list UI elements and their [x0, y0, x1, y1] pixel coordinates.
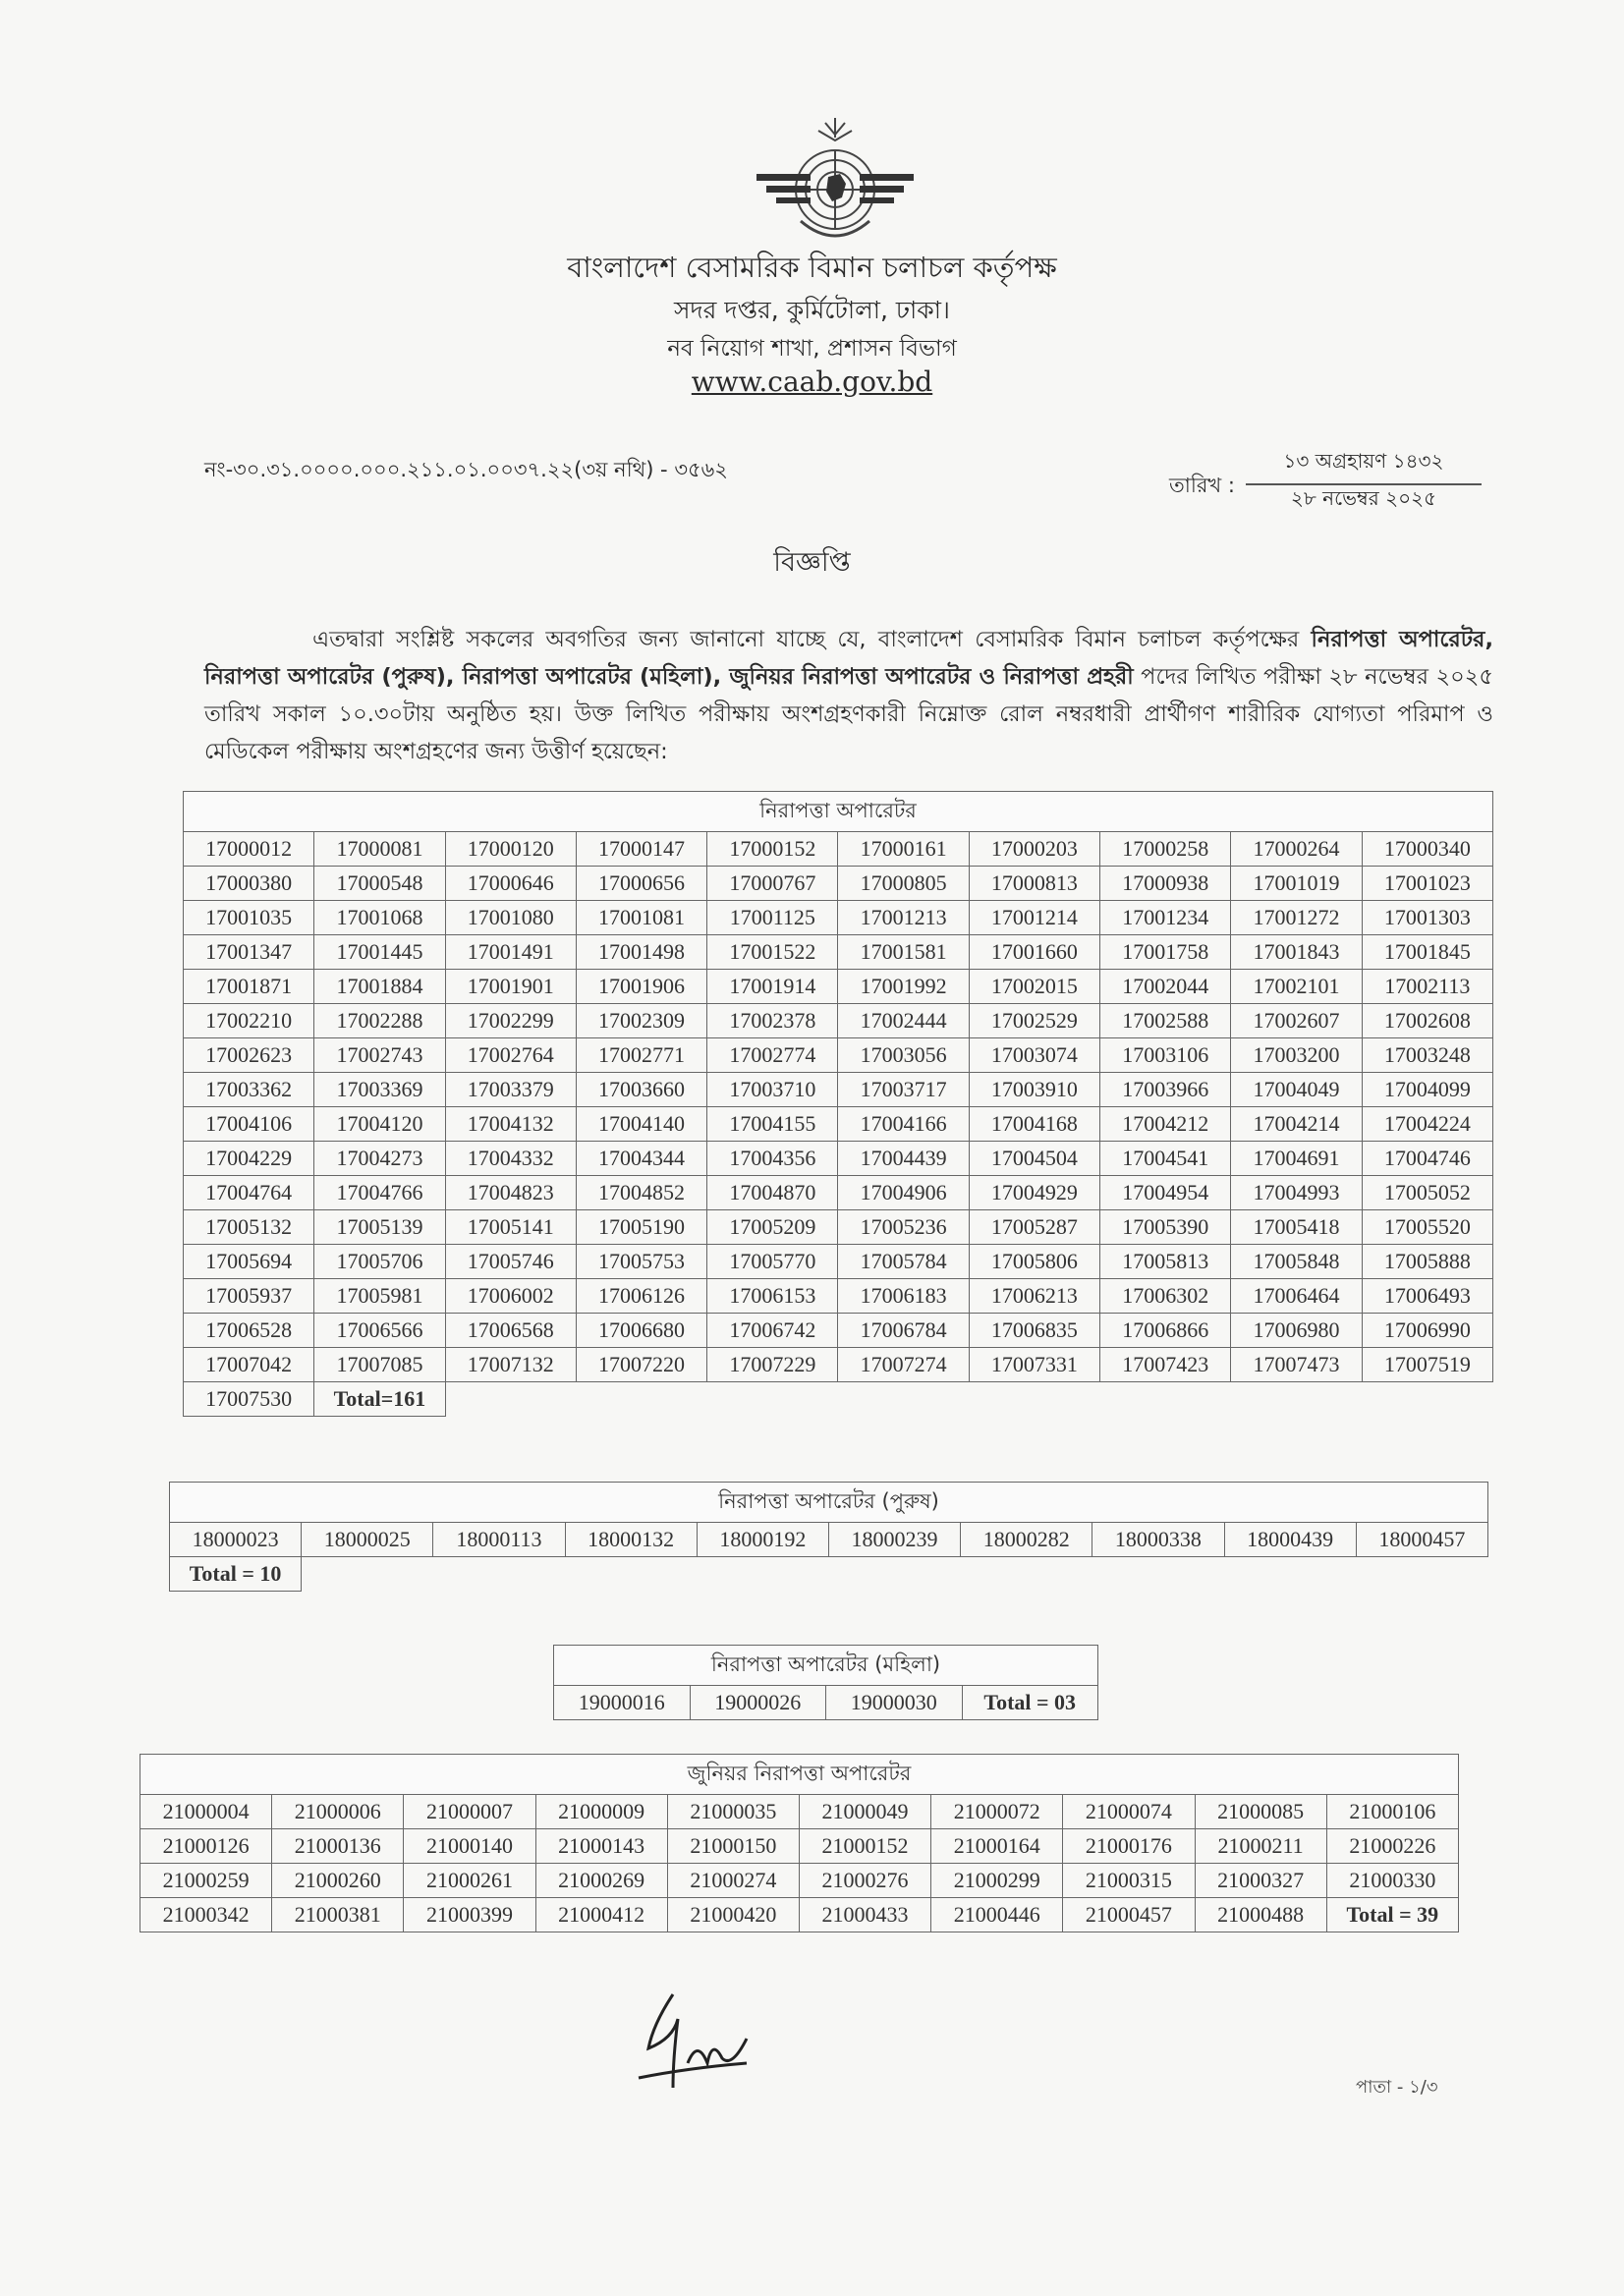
table-row	[140, 1864, 1459, 1898]
roll-number: 17006566	[314, 1314, 445, 1348]
roll-number: 17000813	[969, 867, 1099, 901]
empty-cell	[1100, 1382, 1231, 1417]
total-count: Total = 10	[170, 1557, 302, 1592]
roll-number: 17006680	[576, 1314, 706, 1348]
table-row	[554, 1686, 1098, 1720]
table-title: নিরাপত্তা অপারেটর (মহিলা)	[554, 1646, 1098, 1686]
roll-number: 17005390	[1100, 1210, 1231, 1245]
empty-cell	[828, 1557, 960, 1592]
roll-number: 17006568	[445, 1314, 576, 1348]
date-bangla: ১৩ অগ্রহায়ণ ১৪৩২	[1246, 447, 1482, 485]
roll-number: 17003717	[838, 1073, 969, 1107]
roll-number: 17000646	[445, 867, 576, 901]
empty-cell	[1356, 1557, 1487, 1592]
table-row	[184, 970, 1493, 1004]
roll-number: 17002299	[445, 1004, 576, 1038]
roll-number: 17004356	[707, 1142, 838, 1176]
roll-number: 17002771	[576, 1038, 706, 1073]
roll-number: 21000274	[667, 1864, 799, 1898]
roll-number: 17001445	[314, 935, 445, 970]
empty-cell	[302, 1557, 433, 1592]
roll-number: 17005190	[576, 1210, 706, 1245]
roll-number: 17000161	[838, 832, 969, 867]
empty-cell	[445, 1382, 576, 1417]
table-junior-security-operator	[140, 1754, 1459, 1932]
roll-number: 17000264	[1231, 832, 1362, 867]
roll-number: 17004504	[969, 1142, 1099, 1176]
empty-cell	[697, 1557, 828, 1592]
roll-number: 21000164	[931, 1829, 1063, 1864]
roll-number: 17001901	[445, 970, 576, 1004]
roll-number: 21000140	[404, 1829, 535, 1864]
organization-address: সদর দপ্তর, কুর্মিটোলা, ঢাকা।	[674, 296, 950, 324]
roll-number: 17001758	[1100, 935, 1231, 970]
table-row	[184, 1210, 1493, 1245]
roll-number: 17003910	[969, 1073, 1099, 1107]
roll-number: 17006990	[1362, 1314, 1492, 1348]
roll-number: 17005139	[314, 1210, 445, 1245]
roll-number: 17000380	[184, 867, 314, 901]
table-row	[184, 1279, 1493, 1314]
roll-number: 17002309	[576, 1004, 706, 1038]
roll-number: 17003074	[969, 1038, 1099, 1073]
roll-number: 17005520	[1362, 1210, 1492, 1245]
roll-number: 17001660	[969, 935, 1099, 970]
roll-number: 17003200	[1231, 1038, 1362, 1073]
website-link[interactable]: www.caab.gov.bd	[691, 365, 933, 398]
roll-number: 17007085	[314, 1348, 445, 1382]
roll-number: 21000074	[1063, 1795, 1195, 1829]
table-row	[184, 832, 1493, 867]
roll-number: 21000072	[931, 1795, 1063, 1829]
roll-number: 17001522	[707, 935, 838, 970]
table-security-operator-male	[169, 1482, 1488, 1592]
roll-number: 17000120	[445, 832, 576, 867]
roll-number: 18000025	[302, 1523, 433, 1557]
roll-number: 17006784	[838, 1314, 969, 1348]
roll-number: 17000656	[576, 867, 706, 901]
table-row	[170, 1523, 1488, 1557]
roll-number: 17006866	[1100, 1314, 1231, 1348]
roll-number: 17007220	[576, 1348, 706, 1382]
roll-number: 21000006	[272, 1795, 404, 1829]
roll-number: 17000340	[1362, 832, 1492, 867]
roll-number: 17007229	[707, 1348, 838, 1382]
roll-number: 17004166	[838, 1107, 969, 1142]
roll-number: 18000282	[961, 1523, 1092, 1557]
table-row	[170, 1557, 1488, 1592]
empty-cell	[576, 1382, 706, 1417]
roll-number: 17005937	[184, 1279, 314, 1314]
roll-number: 17000203	[969, 832, 1099, 867]
roll-number: 17000938	[1100, 867, 1231, 901]
roll-number: 21000152	[799, 1829, 930, 1864]
roll-number: 17003369	[314, 1073, 445, 1107]
roll-number: 17004852	[576, 1176, 706, 1210]
notice-title: বিজ্ঞপ্তি	[773, 547, 851, 578]
table-security-operator-female	[553, 1645, 1098, 1720]
roll-number: 17002210	[184, 1004, 314, 1038]
roll-number: 17004766	[314, 1176, 445, 1210]
roll-number: 17001125	[707, 901, 838, 935]
empty-cell	[969, 1382, 1099, 1417]
roll-number: 17004224	[1362, 1107, 1492, 1142]
roll-number: 21000259	[140, 1864, 272, 1898]
roll-number: 18000192	[697, 1523, 828, 1557]
roll-number: 17002529	[969, 1004, 1099, 1038]
roll-number: 21000261	[404, 1864, 535, 1898]
roll-number: 17004049	[1231, 1073, 1362, 1107]
roll-number: 21000399	[404, 1898, 535, 1932]
roll-number: 17004273	[314, 1142, 445, 1176]
roll-number: 17000147	[576, 832, 706, 867]
roll-number: 21000176	[1063, 1829, 1195, 1864]
roll-number: 17003056	[838, 1038, 969, 1073]
empty-cell	[838, 1382, 969, 1417]
roll-number: 21000446	[931, 1898, 1063, 1932]
roll-number: 17001081	[576, 901, 706, 935]
roll-number: 17000548	[314, 867, 445, 901]
roll-number: 21000342	[140, 1898, 272, 1932]
roll-number: 17005770	[707, 1245, 838, 1279]
table-row	[184, 1176, 1493, 1210]
table-title: নিরাপত্তা অপারেটর (পুরুষ)	[170, 1483, 1488, 1523]
roll-number: 21000260	[272, 1864, 404, 1898]
roll-number: 17001884	[314, 970, 445, 1004]
roll-number: 17006183	[838, 1279, 969, 1314]
roll-number: 21000433	[799, 1898, 930, 1932]
roll-number: 17000767	[707, 867, 838, 901]
roll-number: 17004541	[1100, 1142, 1231, 1176]
roll-number: 21000009	[535, 1795, 667, 1829]
roll-number: 17004229	[184, 1142, 314, 1176]
roll-number: 17001914	[707, 970, 838, 1004]
empty-cell	[1362, 1382, 1492, 1417]
roll-number: 17003106	[1100, 1038, 1231, 1073]
roll-number: 21000085	[1195, 1795, 1326, 1829]
roll-number: 17005784	[838, 1245, 969, 1279]
table-row	[184, 1107, 1493, 1142]
roll-number: 21000299	[931, 1864, 1063, 1898]
roll-number: 17000012	[184, 832, 314, 867]
roll-number: 21000007	[404, 1795, 535, 1829]
total-count: Total=161	[314, 1382, 445, 1417]
roll-number: 18000239	[828, 1523, 960, 1557]
roll-number: 17003660	[576, 1073, 706, 1107]
roll-number: 17004906	[838, 1176, 969, 1210]
roll-number: 17002623	[184, 1038, 314, 1073]
roll-number: 17002764	[445, 1038, 576, 1073]
roll-number: 17006002	[445, 1279, 576, 1314]
roll-number: 17005209	[707, 1210, 838, 1245]
signature	[619, 1985, 786, 2093]
roll-number: 17002607	[1231, 1004, 1362, 1038]
notice-paragraph	[204, 621, 1493, 770]
roll-number: 21000412	[535, 1898, 667, 1932]
empty-cell	[1224, 1557, 1356, 1592]
roll-number: 21000150	[667, 1829, 799, 1864]
roll-number: 21000004	[140, 1795, 272, 1829]
roll-number: 21000226	[1326, 1829, 1458, 1864]
para-posts: নিরাপত্তা অপারেটর, নিরাপত্তা অপারেটর (পুরুষ), নিরাপত্তা অপারেটর (মহিলা), জুনিয়র নিরাপত্তা অপারেটর ও নিরাপত্তা প্রহরী	[204, 627, 1493, 690]
table-title: জুনিয়র নিরাপত্তা অপারেটর	[140, 1755, 1459, 1795]
roll-number: 17001491	[445, 935, 576, 970]
roll-number: 17005806	[969, 1245, 1099, 1279]
roll-number: 18000132	[565, 1523, 697, 1557]
roll-number: 17004332	[445, 1142, 576, 1176]
roll-number: 17002101	[1231, 970, 1362, 1004]
roll-number: 17005694	[184, 1245, 314, 1279]
roll-number: 17005746	[445, 1245, 576, 1279]
roll-number: 18000113	[433, 1523, 565, 1557]
roll-number: 17006464	[1231, 1279, 1362, 1314]
roll-number: 21000106	[1326, 1795, 1458, 1829]
roll-number: 17002444	[838, 1004, 969, 1038]
roll-number: 17004140	[576, 1107, 706, 1142]
roll-number: 19000026	[690, 1686, 826, 1720]
roll-number: 17003248	[1362, 1038, 1492, 1073]
roll-number: 17003379	[445, 1073, 576, 1107]
roll-number: 18000439	[1224, 1523, 1356, 1557]
roll-number: 17006528	[184, 1314, 314, 1348]
roll-number: 17005132	[184, 1210, 314, 1245]
roll-number: 21000276	[799, 1864, 930, 1898]
roll-number: 17005052	[1362, 1176, 1492, 1210]
roll-number: 21000035	[667, 1795, 799, 1829]
roll-number: 21000211	[1195, 1829, 1326, 1864]
roll-number: 17001906	[576, 970, 706, 1004]
roll-number: 17005813	[1100, 1245, 1231, 1279]
empty-cell	[961, 1557, 1092, 1592]
roll-number: 17005706	[314, 1245, 445, 1279]
table-row	[140, 1898, 1459, 1932]
roll-number: 17002588	[1100, 1004, 1231, 1038]
roll-number: 17004993	[1231, 1176, 1362, 1210]
roll-number: 17007530	[184, 1382, 314, 1417]
roll-number: 17007042	[184, 1348, 314, 1382]
page-number: পাতা - ১/৩	[1356, 2077, 1438, 2098]
roll-number: 17001019	[1231, 867, 1362, 901]
total-count: Total = 03	[962, 1686, 1098, 1720]
roll-number: 17002015	[969, 970, 1099, 1004]
roll-number: 17005848	[1231, 1245, 1362, 1279]
roll-number: 17007519	[1362, 1348, 1492, 1382]
website-container	[0, 365, 1624, 398]
roll-number: 17000152	[707, 832, 838, 867]
roll-number: 17000258	[1100, 832, 1231, 867]
para-end: পদের লিখিত পরীক্ষা ২৮ নভেম্বর ২০২৫ তারিখ সকাল ১০.৩০টায় অনুষ্ঠিত হয়। উক্ত লিখিত পরীক্ষায় অংশগ্রহণকারী নিম্নোক্ত রোল নম্বরধারী প্রার্থীগণ শারীরিক যোগ্যতা পরিমাপ ও মেডিকেল পরীক্ষায় অংশগ্রহণের জন্য উত্তীর্ণ হয়েছেন:	[204, 664, 1493, 764]
table-row	[184, 901, 1493, 935]
roll-number: 17001035	[184, 901, 314, 935]
roll-number: 21000315	[1063, 1864, 1195, 1898]
roll-number: 17002288	[314, 1004, 445, 1038]
table-title: নিরাপত্তা অপারেটর	[184, 792, 1493, 832]
roll-number: 19000030	[826, 1686, 963, 1720]
roll-number: 17001214	[969, 901, 1099, 935]
roll-number: 17004870	[707, 1176, 838, 1210]
roll-number: 17006980	[1231, 1314, 1362, 1348]
roll-number: 17007274	[838, 1348, 969, 1382]
table-row	[184, 1245, 1493, 1279]
roll-number: 18000023	[170, 1523, 302, 1557]
roll-number: 17006742	[707, 1314, 838, 1348]
roll-number: 17004929	[969, 1176, 1099, 1210]
roll-number: 17001845	[1362, 935, 1492, 970]
roll-number: 17001080	[445, 901, 576, 935]
roll-number: 17001843	[1231, 935, 1362, 970]
roll-number: 17002044	[1100, 970, 1231, 1004]
roll-number: 17000805	[838, 867, 969, 901]
roll-number: 21000330	[1326, 1864, 1458, 1898]
roll-number: 21000126	[140, 1829, 272, 1864]
table-row	[184, 1348, 1493, 1382]
roll-number: 17007473	[1231, 1348, 1362, 1382]
table-security-operator	[183, 791, 1493, 1417]
roll-number: 21000381	[272, 1898, 404, 1932]
table-row	[184, 1073, 1493, 1107]
roll-number: 17001303	[1362, 901, 1492, 935]
reference-number: নং-৩০.৩১.০০০০.০০০.২১১.০১.০০৩৭.২২(৩য় নথি) - ৩৫৬২	[204, 458, 728, 481]
roll-number: 17002743	[314, 1038, 445, 1073]
roll-number: 17001213	[838, 901, 969, 935]
table-row	[184, 1314, 1493, 1348]
roll-number: 21000269	[535, 1864, 667, 1898]
roll-number: 21000143	[535, 1829, 667, 1864]
roll-number: 17003710	[707, 1073, 838, 1107]
roll-number: 17004764	[184, 1176, 314, 1210]
table-row	[184, 1004, 1493, 1038]
date-label: তারিখ :	[1169, 474, 1235, 497]
table-row	[184, 1382, 1493, 1417]
organization-division: নব নিয়োগ শাখা, প্রশাসন বিভাগ	[667, 336, 957, 362]
roll-number: 17001992	[838, 970, 969, 1004]
roll-number: 17002774	[707, 1038, 838, 1073]
roll-number: 17004106	[184, 1107, 314, 1142]
date-gregorian: ২৮ নভেম্বর ২০২৫	[1290, 486, 1437, 510]
roll-number: 17006153	[707, 1279, 838, 1314]
roll-number: 17005141	[445, 1210, 576, 1245]
organization-name: বাংলাদেশ বেসামরিক বিমান চলাচল কর্তৃপক্ষ	[567, 251, 1057, 284]
roll-number: 17007331	[969, 1348, 1099, 1382]
empty-cell	[565, 1557, 697, 1592]
roll-number: 17004823	[445, 1176, 576, 1210]
empty-cell	[707, 1382, 838, 1417]
roll-number: 21000420	[667, 1898, 799, 1932]
roll-number: 17002608	[1362, 1004, 1492, 1038]
roll-number: 17005888	[1362, 1245, 1492, 1279]
roll-number: 21000327	[1195, 1864, 1326, 1898]
roll-number: 17001023	[1362, 867, 1492, 901]
roll-number: 17001272	[1231, 901, 1362, 935]
roll-number: 17001498	[576, 935, 706, 970]
roll-number: 21000488	[1195, 1898, 1326, 1932]
table-row	[184, 867, 1493, 901]
roll-number: 17004954	[1100, 1176, 1231, 1210]
table-row	[140, 1795, 1459, 1829]
roll-number: 17004168	[969, 1107, 1099, 1142]
roll-number: 17004155	[707, 1107, 838, 1142]
roll-number: 21000136	[272, 1829, 404, 1864]
roll-number: 17001871	[184, 970, 314, 1004]
roll-number: 17003966	[1100, 1073, 1231, 1107]
roll-number: 17004691	[1231, 1142, 1362, 1176]
roll-number: 17006302	[1100, 1279, 1231, 1314]
roll-number: 17001234	[1100, 901, 1231, 935]
roll-number: 17004746	[1362, 1142, 1492, 1176]
roll-number: 17004439	[838, 1142, 969, 1176]
roll-number: 17000081	[314, 832, 445, 867]
table-row	[184, 1142, 1493, 1176]
roll-number: 19000016	[554, 1686, 691, 1720]
roll-number: 21000457	[1063, 1898, 1195, 1932]
roll-number: 17001068	[314, 901, 445, 935]
roll-number: 17006493	[1362, 1279, 1492, 1314]
roll-number: 17001581	[838, 935, 969, 970]
roll-number: 17004214	[1231, 1107, 1362, 1142]
roll-number: 17004212	[1100, 1107, 1231, 1142]
roll-number: 17003362	[184, 1073, 314, 1107]
roll-number: 17004120	[314, 1107, 445, 1142]
roll-number: 17006126	[576, 1279, 706, 1314]
empty-cell	[1092, 1557, 1224, 1592]
para-start: এতদ্বারা সংশ্লিষ্ট সকলের অবগতির জন্য জানানো যাচ্ছে যে, বাংলাদেশ বেসামরিক বিমান চলাচল কর্তৃপক্ষের	[312, 627, 1312, 652]
roll-number: 21000049	[799, 1795, 930, 1829]
roll-number: 17007132	[445, 1348, 576, 1382]
roll-number: 17006213	[969, 1279, 1099, 1314]
table-row	[140, 1829, 1459, 1864]
total-count: Total = 39	[1326, 1898, 1458, 1932]
roll-number: 18000457	[1356, 1523, 1487, 1557]
roll-number: 17002113	[1362, 970, 1492, 1004]
roll-number: 17001347	[184, 935, 314, 970]
roll-number: 17004099	[1362, 1073, 1492, 1107]
roll-number: 17005287	[969, 1210, 1099, 1245]
roll-number: 17006835	[969, 1314, 1099, 1348]
table-row	[184, 935, 1493, 970]
roll-number: 17005981	[314, 1279, 445, 1314]
roll-number: 17004344	[576, 1142, 706, 1176]
empty-cell	[1231, 1382, 1362, 1417]
roll-number: 17004132	[445, 1107, 576, 1142]
roll-number: 17002378	[707, 1004, 838, 1038]
roll-number: 17005236	[838, 1210, 969, 1245]
roll-number: 18000338	[1092, 1523, 1224, 1557]
roll-number: 17007423	[1100, 1348, 1231, 1382]
caab-logo	[752, 113, 919, 260]
table-row	[184, 1038, 1493, 1073]
roll-number: 17005418	[1231, 1210, 1362, 1245]
roll-number: 17005753	[576, 1245, 706, 1279]
empty-cell	[433, 1557, 565, 1592]
